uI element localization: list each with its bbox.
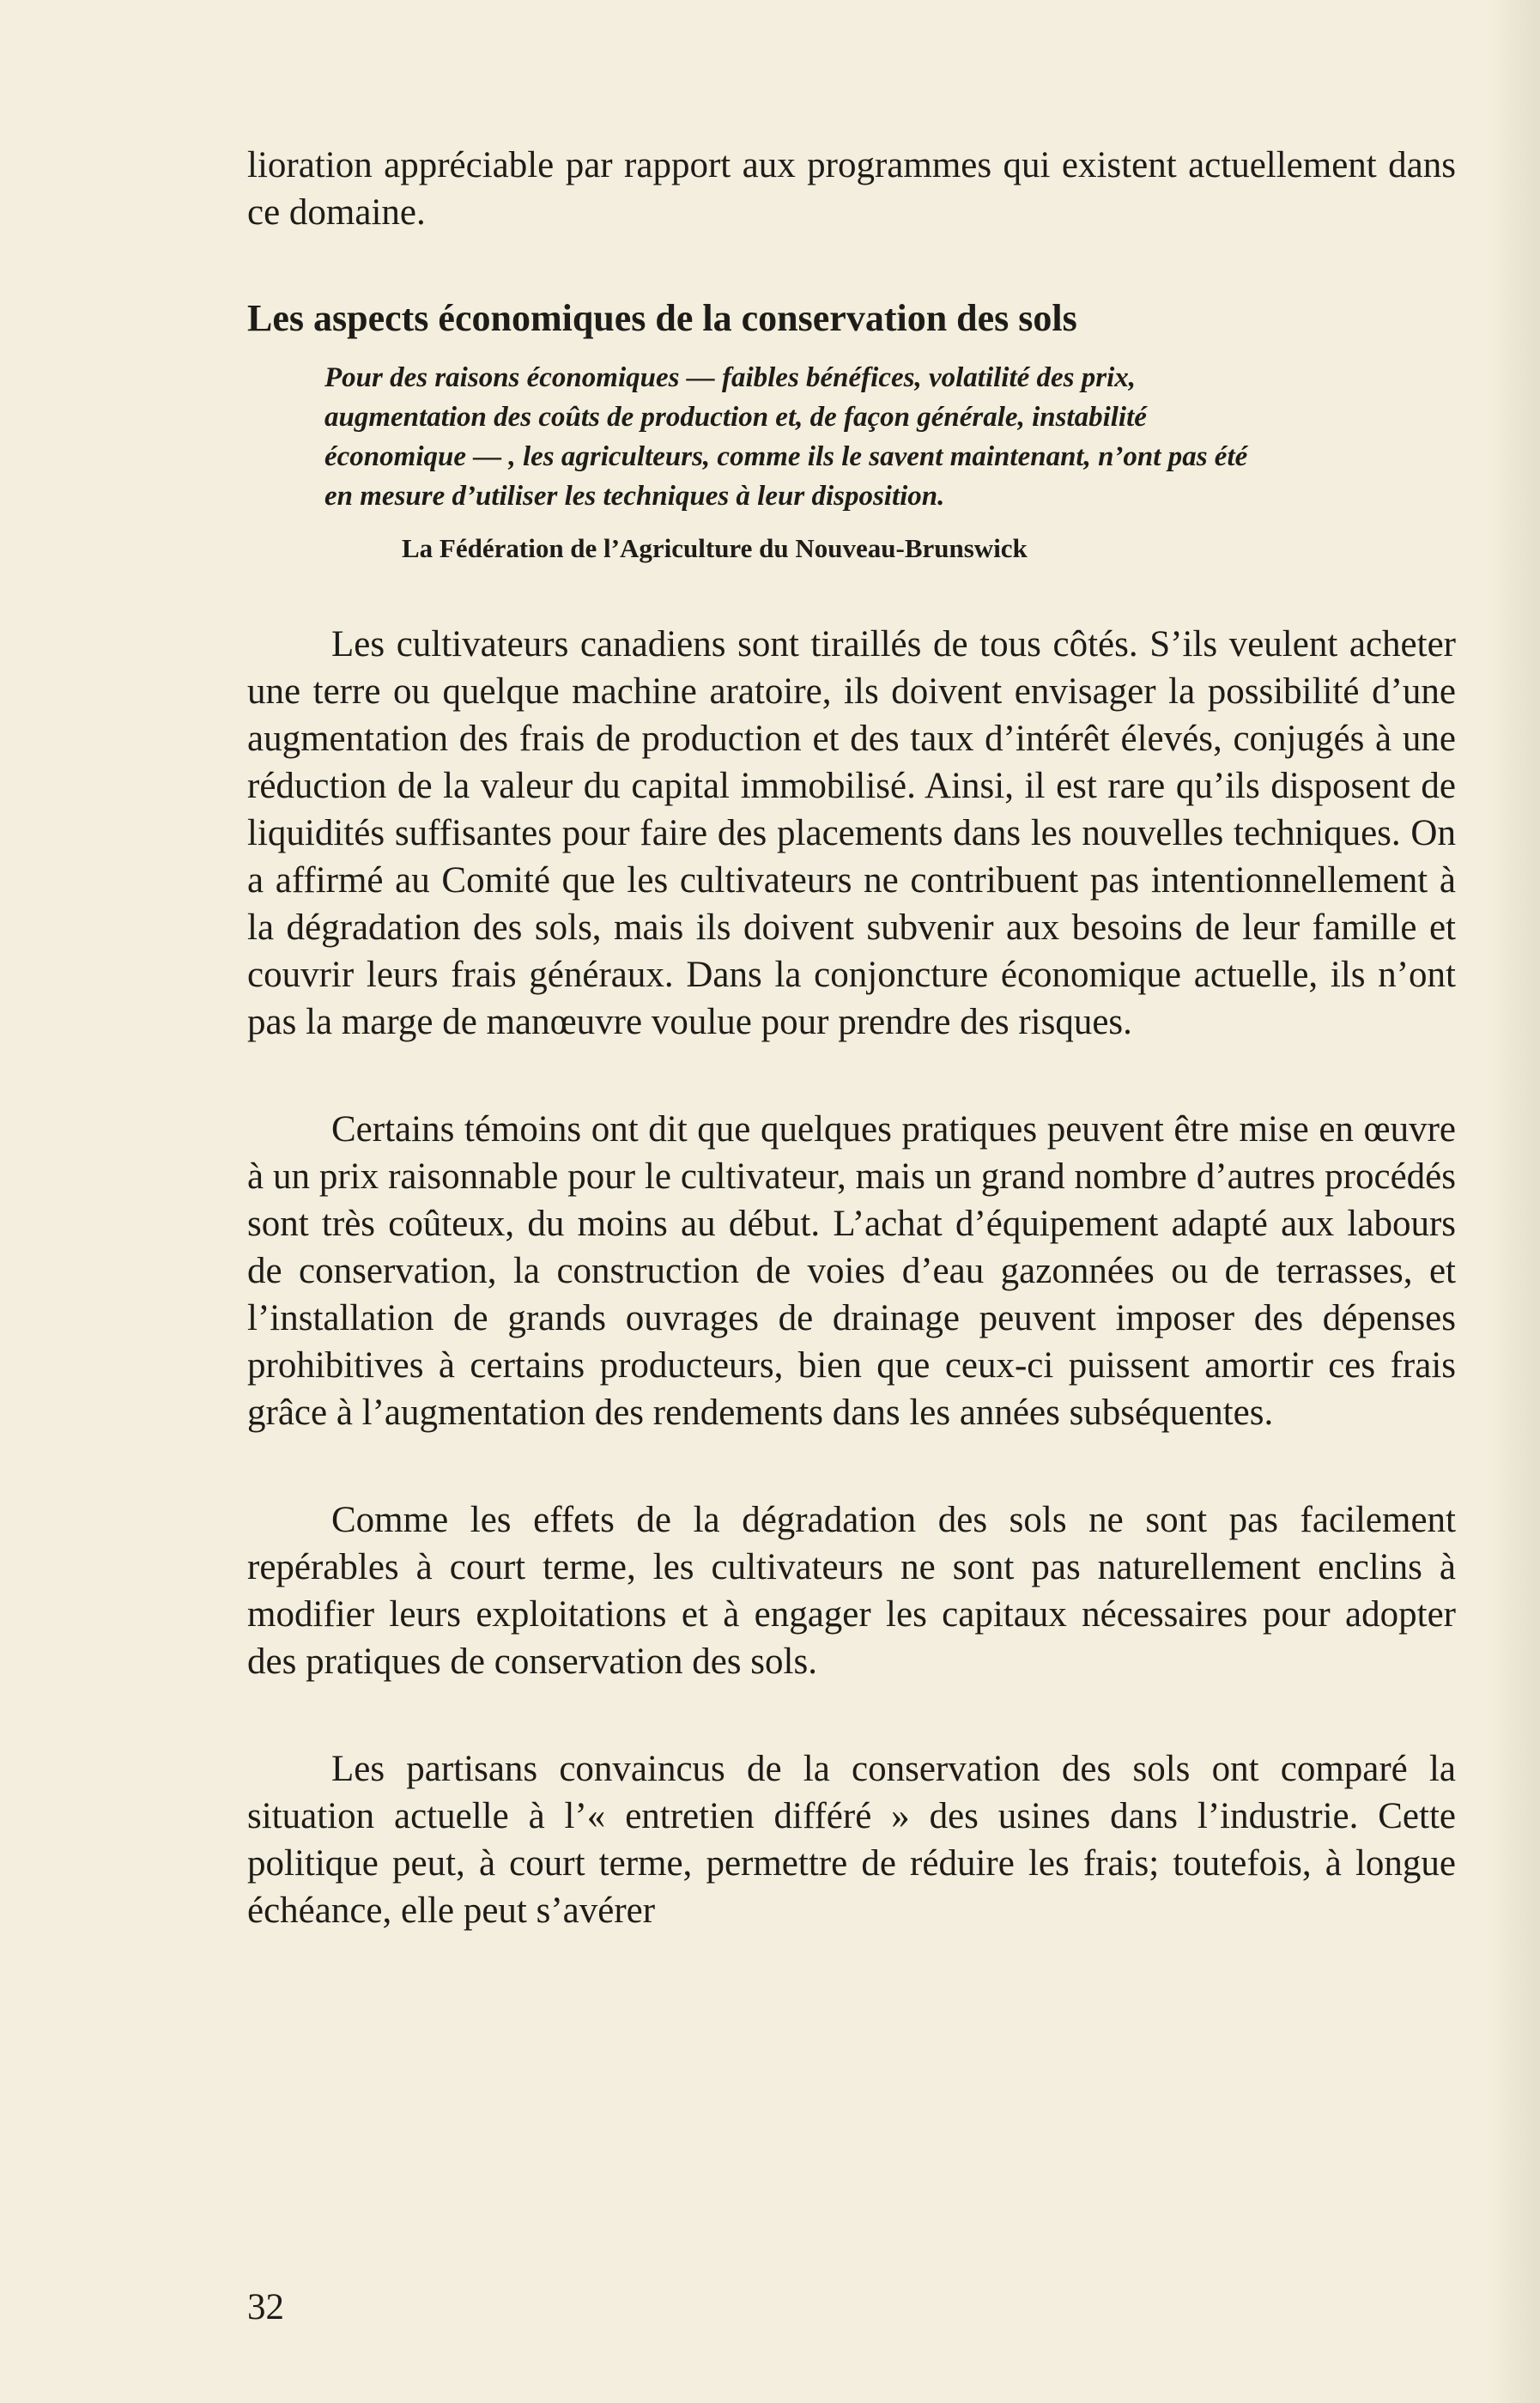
epigraph-source: La Fédération de l’Agriculture du Nouveau-Brunswick (402, 533, 1028, 563)
page-number: 32 (247, 2287, 284, 2327)
body-paragraph-4: Les partisans convaincus de la conservation des sols ont comparé la situation actuelle à l’« entretien différé » des usines dans l’industrie. Cette politique peut, à court terme, permettre de réduire les frais; toutefois, à longue échéance, elle peut s’avérer (247, 1749, 1456, 1931)
body-paragraph-3: Comme les effets de la dégradation des sols ne sont pas facilement repérables à court terme, les cultivateurs ne sont pas naturellement enclins à modifier leurs exploitations et à engager les capitaux nécessaires pour adopter des pratiques de conservation des sols. (247, 1500, 1456, 1682)
page-content (247, 142, 1456, 1934)
intro-paragraph: lioration appréciable par rapport aux programmes qui existent actuellement dans ce domaine. (247, 145, 1456, 233)
body-paragraph-2: Certains témoins ont dit que quelques pratiques peuvent être mise en œuvre à un prix raisonnable pour le cultivateur, mais un grand nombre d’autres procédés sont très coûteux, du moins au début. L’achat d’équipement adapté aux labours de conservation, la construction de voies d’eau gazonnées ou de terrasses, et l’installation de grands ouvrages de drainage peuvent imposer des dépenses prohibitives à certains producteurs, bien que ceux-ci puissent amortir ces frais grâce à l’augmentation des rendements dans les années subséquentes. (247, 1109, 1456, 1433)
section-heading: Les aspects économiques de la conservation des sols (247, 297, 1077, 339)
body-paragraph-1: Les cultivateurs canadiens sont tiraillés de tous côtés. S’ils veulent acheter une terre ou quelque machine aratoire, ils doivent envisager la possibilité d’une augmentation des frais de production et des taux d’intérêt élevés, conjugés à une réduction de la valeur du capital immobilisé. Ainsi, il est rare qu’ils disposent de liquidités suffisantes pour faire des placements dans les nouvelles techniques. On a affirmé au Comité que les cultivateurs ne contribuent pas intentionnellement à la dégradation des sols, mais ils doivent subvenir aux besoins de leur famille et couvrir leurs frais généraux. Dans la conjoncture économique actuelle, ils n’ont pas la marge de manœuvre voulue pour prendre des risques. (247, 624, 1456, 1042)
page-edge-shadow (1488, 0, 1540, 2403)
epigraph-quote: Pour des raisons économiques — faibles bénéfices, volatilité des prix, augmentation des coûts de production et, de façon générale, instabilité économique — , les agriculteurs, comme ils le savent maintenant, n’ont pas été en mesure d’utiliser les techniques à leur disposition. (324, 362, 1248, 512)
